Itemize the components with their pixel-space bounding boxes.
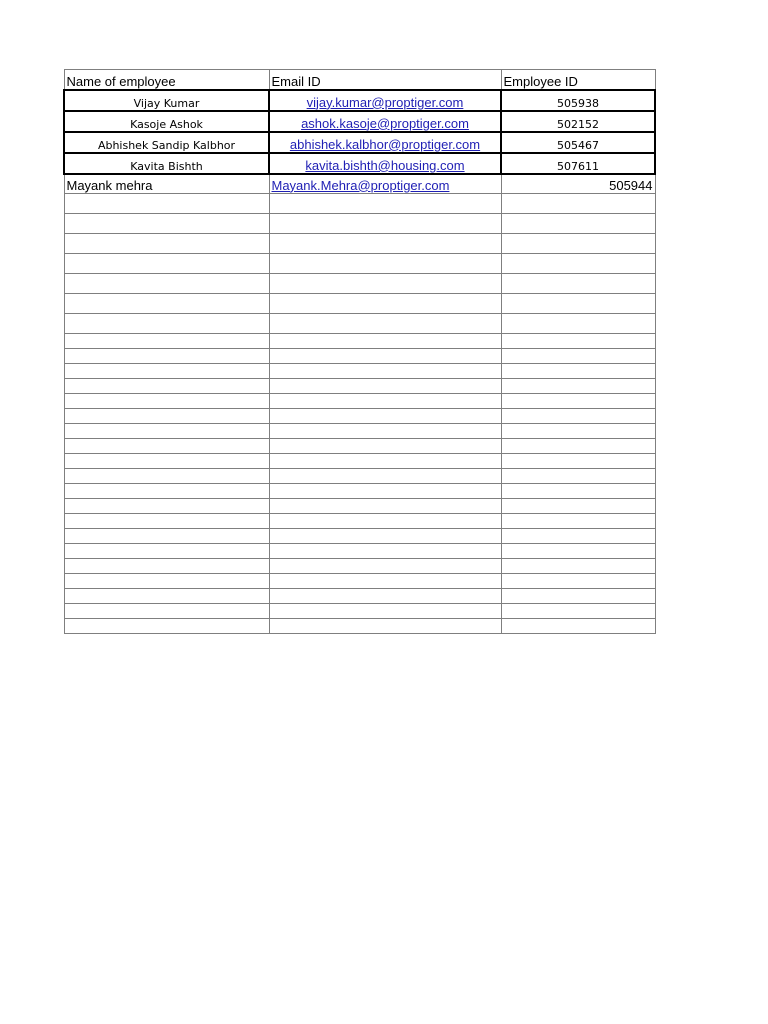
empty-cell[interactable]	[501, 499, 655, 514]
empty-row	[64, 379, 655, 394]
empty-cell[interactable]	[64, 439, 269, 454]
empty-row	[64, 529, 655, 544]
empty-row	[64, 194, 655, 214]
empty-cell[interactable]	[501, 439, 655, 454]
empty-cell[interactable]	[269, 589, 501, 604]
empty-cell[interactable]	[501, 529, 655, 544]
empty-row	[64, 274, 655, 294]
empty-row	[64, 234, 655, 254]
empty-cell[interactable]	[269, 499, 501, 514]
empty-cell[interactable]	[501, 484, 655, 499]
empty-row	[64, 214, 655, 234]
empty-cell[interactable]	[64, 514, 269, 529]
empty-cell[interactable]	[64, 364, 269, 379]
empty-cell[interactable]	[501, 214, 655, 234]
empty-cell[interactable]	[64, 349, 269, 364]
employee-id-cell[interactable]: 505944	[501, 174, 655, 194]
empty-cell[interactable]	[501, 454, 655, 469]
empty-row	[64, 469, 655, 484]
empty-cell[interactable]	[64, 454, 269, 469]
empty-cell[interactable]	[269, 469, 501, 484]
empty-row	[64, 439, 655, 454]
empty-cell[interactable]	[501, 314, 655, 334]
empty-cell[interactable]	[64, 194, 269, 214]
empty-cell[interactable]	[269, 294, 501, 314]
employee-email-cell[interactable]	[269, 90, 501, 111]
empty-cell[interactable]	[269, 314, 501, 334]
empty-cell[interactable]	[269, 334, 501, 349]
empty-cell[interactable]	[269, 574, 501, 589]
email-link[interactable]: ashok.kasoje@proptiger.com	[301, 115, 469, 131]
employee-name-cell[interactable]: Kavita Bishth	[64, 153, 269, 174]
empty-cell[interactable]	[64, 559, 269, 574]
empty-cell[interactable]	[269, 424, 501, 439]
empty-cell[interactable]	[64, 484, 269, 499]
empty-row	[64, 314, 655, 334]
empty-cell[interactable]	[269, 274, 501, 294]
email-link[interactable]: abhishek.kalbhor@proptiger.com	[289, 136, 481, 152]
empty-cell[interactable]	[501, 349, 655, 364]
empty-cell[interactable]	[269, 379, 501, 394]
empty-row	[64, 574, 655, 589]
empty-cell[interactable]	[64, 424, 269, 439]
empty-cell[interactable]	[269, 544, 501, 559]
empty-cell[interactable]	[501, 274, 655, 294]
empty-cell[interactable]	[64, 589, 269, 604]
empty-cell[interactable]	[501, 619, 655, 634]
empty-cell[interactable]	[64, 544, 269, 559]
empty-cell[interactable]	[64, 379, 269, 394]
employee-email-cell[interactable]	[269, 132, 501, 153]
empty-row	[64, 604, 655, 619]
empty-cell[interactable]	[64, 574, 269, 589]
empty-cell[interactable]	[269, 439, 501, 454]
employee-name-cell[interactable]: Vijay Kumar	[64, 90, 269, 111]
empty-row	[64, 514, 655, 529]
employee-email-cell[interactable]	[269, 174, 501, 194]
empty-cell[interactable]	[64, 499, 269, 514]
empty-cell[interactable]	[501, 409, 655, 424]
employee-email-cell[interactable]	[269, 111, 501, 132]
empty-cell[interactable]	[269, 619, 501, 634]
empty-cell[interactable]	[269, 364, 501, 379]
employee-id-cell[interactable]: 505467	[501, 132, 655, 153]
empty-cell[interactable]	[269, 234, 501, 254]
empty-cell[interactable]	[501, 469, 655, 484]
empty-row	[64, 394, 655, 409]
empty-cell[interactable]	[501, 424, 655, 439]
empty-cell[interactable]	[269, 604, 501, 619]
empty-row	[64, 424, 655, 439]
empty-cell[interactable]	[269, 194, 501, 214]
empty-row	[64, 619, 655, 634]
empty-row	[64, 559, 655, 574]
empty-cell[interactable]	[64, 214, 269, 234]
empty-cell[interactable]	[501, 334, 655, 349]
empty-cell[interactable]	[64, 254, 269, 274]
header-row	[64, 70, 655, 91]
empty-cell[interactable]	[269, 454, 501, 469]
empty-row	[64, 334, 655, 349]
empty-row	[64, 254, 655, 274]
empty-cell[interactable]	[269, 214, 501, 234]
empty-cell[interactable]	[501, 544, 655, 559]
employee-id-cell[interactable]: 507611	[501, 153, 655, 174]
empty-row	[64, 409, 655, 424]
empty-cell[interactable]	[501, 514, 655, 529]
empty-cell[interactable]	[269, 394, 501, 409]
empty-cell[interactable]	[64, 529, 269, 544]
employee-id-cell[interactable]: 502152	[501, 111, 655, 132]
empty-cell[interactable]	[64, 469, 269, 484]
empty-cell[interactable]	[64, 394, 269, 409]
empty-cell[interactable]	[501, 254, 655, 274]
header-employee-id[interactable]: Employee ID	[501, 70, 655, 91]
empty-cell[interactable]	[269, 514, 501, 529]
empty-cell[interactable]	[269, 484, 501, 499]
empty-cell[interactable]	[501, 604, 655, 619]
empty-cell[interactable]	[269, 409, 501, 424]
empty-cell[interactable]	[501, 379, 655, 394]
header-email[interactable]: Email ID	[269, 70, 501, 91]
employee-name-cell[interactable]: Mayank mehra	[64, 174, 269, 194]
table-row	[64, 174, 655, 194]
empty-cell[interactable]	[64, 234, 269, 254]
empty-cell[interactable]	[64, 314, 269, 334]
empty-cell[interactable]	[501, 294, 655, 314]
empty-cell[interactable]	[269, 254, 501, 274]
empty-cell[interactable]	[64, 274, 269, 294]
employee-email-cell[interactable]	[269, 153, 501, 174]
empty-cell[interactable]	[501, 574, 655, 589]
empty-row	[64, 294, 655, 314]
table-row	[64, 132, 655, 153]
empty-cell[interactable]	[269, 349, 501, 364]
spreadsheet	[63, 69, 654, 634]
empty-row	[64, 499, 655, 514]
empty-cell[interactable]	[501, 234, 655, 254]
email-link[interactable]: vijay.kumar@proptiger.com	[306, 94, 464, 110]
empty-cell[interactable]	[269, 559, 501, 574]
header-name[interactable]: Name of employee	[64, 70, 269, 91]
employee-name-cell[interactable]: Abhishek Sandip Kalbhor	[64, 132, 269, 153]
employee-id-cell[interactable]: 505938	[501, 90, 655, 111]
empty-cell[interactable]	[501, 394, 655, 409]
empty-row	[64, 544, 655, 559]
empty-cell[interactable]	[64, 409, 269, 424]
empty-row	[64, 589, 655, 604]
empty-cell[interactable]	[501, 364, 655, 379]
empty-row	[64, 484, 655, 499]
table-row	[64, 111, 655, 132]
empty-row	[64, 454, 655, 469]
email-link[interactable]: Mayank.Mehra@proptiger.com	[271, 177, 450, 193]
table-row	[64, 153, 655, 174]
empty-cell[interactable]	[501, 589, 655, 604]
empty-cell[interactable]	[64, 604, 269, 619]
empty-cell[interactable]	[64, 294, 269, 314]
empty-cell[interactable]	[269, 529, 501, 544]
empty-cell[interactable]	[64, 334, 269, 349]
employee-name-cell[interactable]: Kasoje Ashok	[64, 111, 269, 132]
email-link[interactable]: kavita.bishth@housing.com	[305, 157, 465, 173]
employee-table	[63, 69, 656, 634]
table-row	[64, 90, 655, 111]
empty-cell[interactable]	[501, 194, 655, 214]
empty-row	[64, 349, 655, 364]
empty-row	[64, 364, 655, 379]
empty-cell[interactable]	[501, 559, 655, 574]
empty-cell[interactable]	[64, 619, 269, 634]
